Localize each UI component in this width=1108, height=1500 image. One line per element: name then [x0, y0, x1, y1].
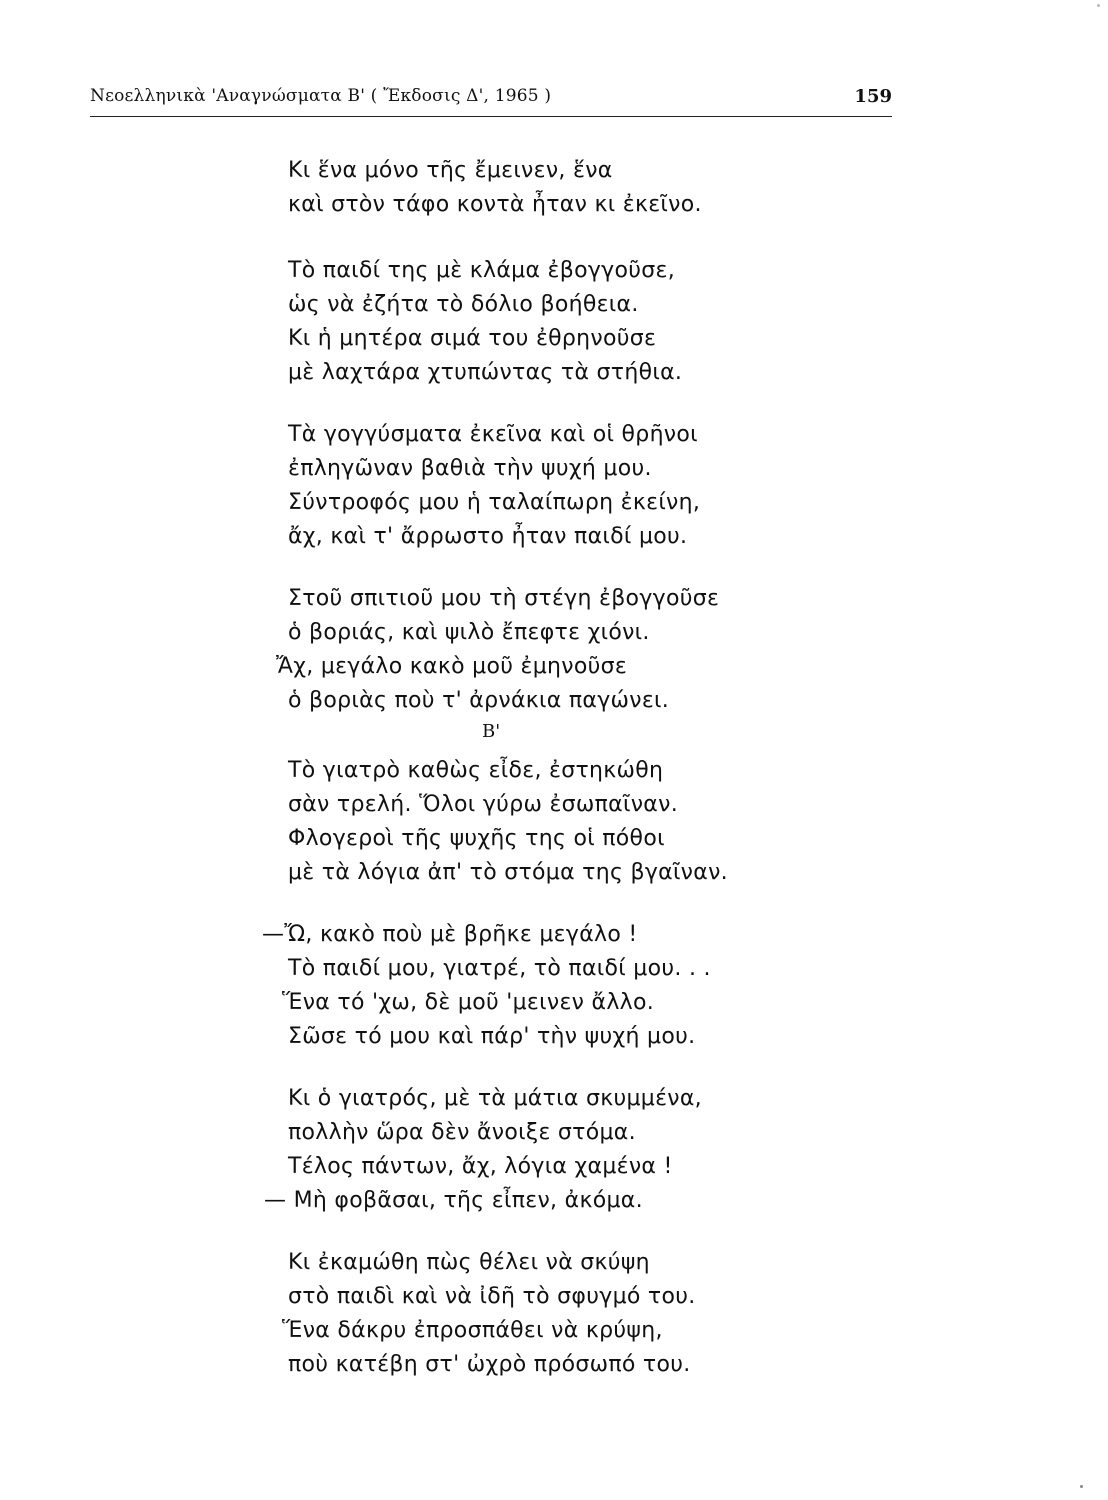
poem-line: Ἕνα τό 'χω, δὲ μοῦ 'μεινεν ἄλλο. — [282, 990, 655, 1015]
section-mark: Β' — [482, 721, 501, 742]
stanza-5 — [288, 754, 728, 890]
poem-line: Στοῦ σπιτιοῦ μου τὴ στέγη ἐβογγοῦσε — [288, 586, 720, 611]
running-head: Νεοελληνικὰ 'Αναγνώσματα Β' ( Ἔκδοσις Δ', 1965 ) — [90, 86, 552, 106]
poem-line: πολλὴν ὥρα δὲν ἄνοιξε στόμα. — [288, 1120, 636, 1145]
page-header — [90, 86, 892, 117]
stanza-6 — [262, 918, 711, 1054]
stanza-7 — [264, 1082, 702, 1218]
scan-speck — [1097, 4, 1100, 7]
poem-line: ἐπληγῶναν βαθιὰ τὴν ψυχή μου. — [288, 456, 652, 481]
poem-line: Κι ἐκαμώθη πὼς θέλει νὰ σκύψη — [288, 1250, 650, 1275]
poem-line: — Μὴ φοβᾶσαι, τῆς εἶπεν, ἀκόμα. — [264, 1188, 643, 1213]
poem-line: Τὸ γιατρὸ καθὼς εἶδε, ἐστηκώθη — [288, 758, 664, 783]
stanza-2 — [288, 254, 682, 390]
poem-line: Ἕνα δάκρυ ἐπροσπάθει νὰ κρύψη, — [282, 1318, 663, 1343]
poem-line: ὁ βοριάς, καὶ ψιλὸ ἔπεφτε χιόνι. — [288, 620, 650, 645]
poem-line: στὸ παιδὶ καὶ νὰ ἰδῆ τὸ σφυγμό του. — [288, 1284, 696, 1309]
poem-line: μὲ τὰ λόγια ἀπ' τὸ στόμα της βγαῖναν. — [288, 860, 728, 885]
scan-speck — [1080, 1485, 1083, 1488]
stanza-4 — [276, 582, 720, 718]
poem-line: Φλογεροὶ τῆς ψυχῆς της οἱ πόθοι — [288, 826, 665, 851]
poem-line: ποὺ κατέβη στ' ὠχρὸ πρόσωπό του. — [288, 1352, 691, 1377]
page-number: 159 — [854, 86, 892, 107]
poem-line: μὲ λαχτάρα χτυπώντας τὰ στήθια. — [288, 360, 683, 385]
poem-line: σὰν τρελή. Ὅλοι γύρω ἐσωπαῖναν. — [288, 792, 678, 817]
poem-line: Κι ὁ γιατρός, μὲ τὰ μάτια σκυμμένα, — [288, 1086, 702, 1111]
poem-line: Τὸ παιδί της μὲ κλάμα ἐβογγοῦσε, — [288, 258, 675, 283]
poem-line: Τὸ παιδί μου, γιατρέ, τὸ παιδί μου. . . — [288, 956, 711, 981]
poem-line: ὡς νὰ ἐζήτα τὸ δόλιο βοήθεια. — [288, 292, 639, 317]
poem-line: Ἄχ, μεγάλο κακὸ μοῦ ἐμηνοῦσε — [276, 654, 628, 679]
poem-line: Σῶσε τό μου καὶ πάρ' τὴν ψυχή μου. — [288, 1024, 696, 1049]
poem-line: —Ὤ, κακὸ ποὺ μὲ βρῆκε μεγάλο ! — [262, 922, 638, 947]
poem-line: Κι ἕνα μόνο τῆς ἔμεινεν, ἕνα — [288, 158, 613, 183]
stanza-3 — [288, 418, 700, 554]
poem-line: ὁ βοριὰς ποὺ τ' ἀρνάκια παγώνει. — [288, 688, 670, 713]
poem-line: Τέλος πάντων, ἄχ, λόγια χαμένα ! — [288, 1154, 673, 1179]
stanza-1 — [288, 154, 702, 222]
poem-line: Τὰ γογγύσματα ἐκεῖνα καὶ οἱ θρῆνοι — [288, 422, 698, 447]
stanza-8 — [282, 1246, 696, 1382]
poem-line: καὶ στὸν τάφο κοντὰ ἦταν κι ἐκεῖνο. — [288, 192, 702, 217]
poem-line: Κι ἡ μητέρα σιμά του ἐθρηνοῦσε — [288, 326, 657, 351]
poem-line: ἄχ, καὶ τ' ἄρρωστο ἦταν παιδί μου. — [288, 524, 688, 549]
poem-line: Σύντροφός μου ἡ ταλαίπωρη ἐκείνη, — [288, 490, 701, 515]
